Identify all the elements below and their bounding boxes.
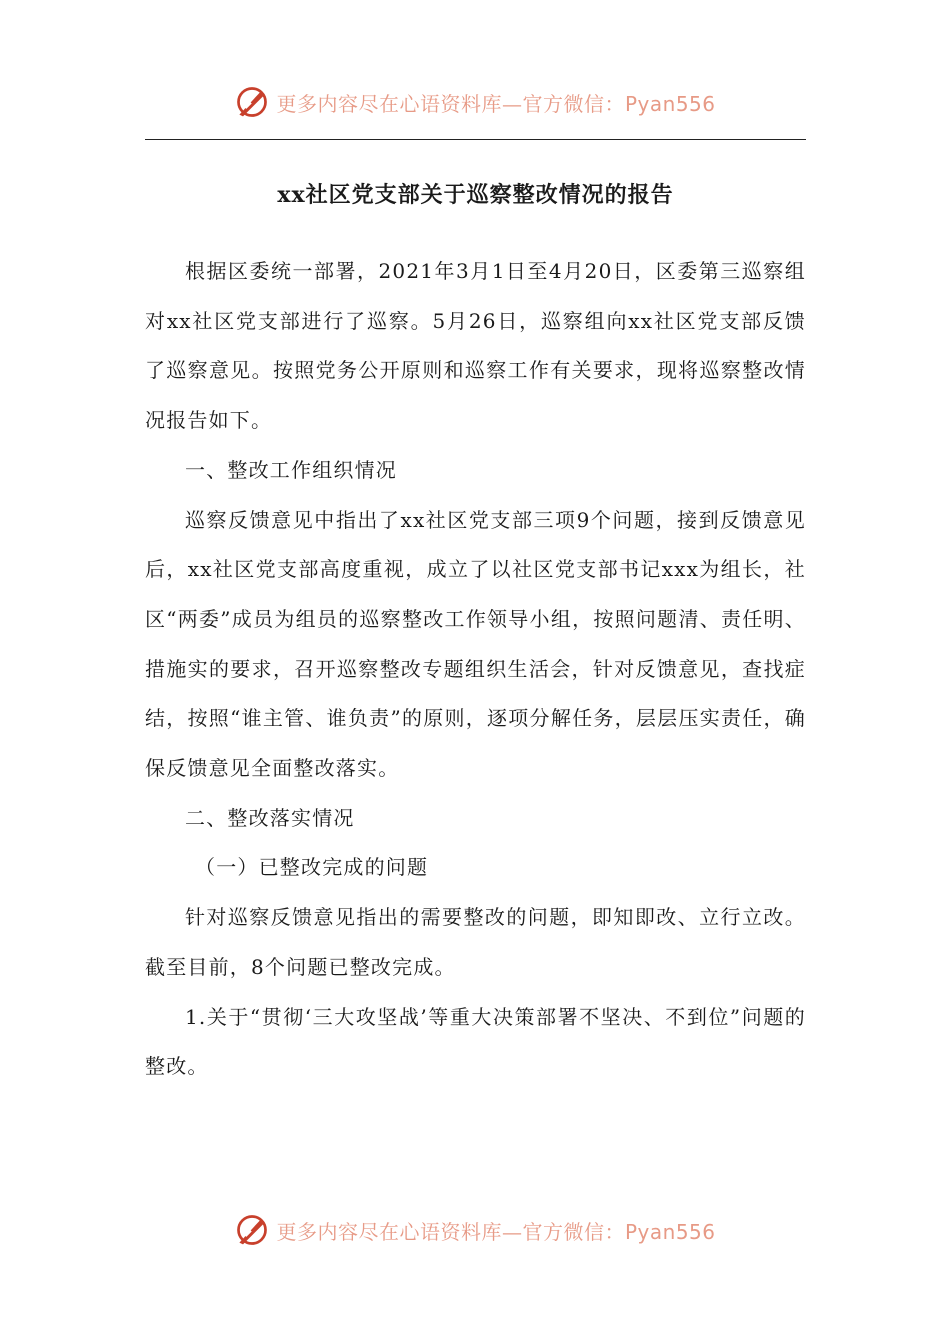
document-title: xx社区党支部关于巡察整改情况的报告 — [277, 182, 674, 208]
footer-banner-text: 更多内容尽在心语资料库—官方微信：Pyan556 — [276, 1219, 716, 1244]
section-heading-1: 一、整改工作组织情况 — [185, 457, 397, 482]
document-body — [145, 247, 806, 1092]
header-wechat-id: Pyan556 — [624, 91, 716, 116]
item-heading-1: 1.关于“贯彻‘三大攻坚战’等重大决策部署不坚决、不到位”问题的整改。 — [145, 1004, 806, 1079]
paragraph-organization: 巡察反馈意见中指出了xx社区党支部三项9个问题，接到反馈意见后，xx社区党支部高度重视，成立了以社区党支部书记xxx为组长，社区“两委”成员为组员的巡察整改工作领导小组，按照问题清、责任明、措施实的要求，召开巡察整改专题组织生活会，针对反馈意见，查找症结，按照“谁主管、谁负责”的原则，逐项分解任务，层层压实责任，确保反馈意见全面整改落实。 — [145, 507, 806, 781]
pen-logo-icon — [234, 84, 270, 120]
footer-banner — [0, 1210, 950, 1250]
paragraph-intro: 根据区委统一部署，2021年3月1日至4月20日，区委第三巡察组对xx社区党支部进行了巡察。5月26日，巡察组向xx社区党支部反馈了巡察意见。按照党务公开原则和巡察工作有关要求，现将巡察整改情况报告如下。 — [145, 259, 806, 433]
header-banner — [0, 82, 950, 122]
pen-logo-icon — [234, 1212, 270, 1248]
subsection-heading-1: （一）已整改完成的问题 — [195, 855, 429, 880]
header-divider — [145, 139, 806, 140]
section-heading-2: 二、整改落实情况 — [185, 805, 355, 830]
header-banner-text: 更多内容尽在心语资料库—官方微信：Pyan556 — [276, 91, 716, 116]
footer-wechat-id: Pyan556 — [624, 1219, 716, 1244]
paragraph-completed: 针对巡察反馈意见指出的需要整改的问题，即知即改、立行立改。截至目前，8个问题已整改完成。 — [145, 905, 806, 979]
